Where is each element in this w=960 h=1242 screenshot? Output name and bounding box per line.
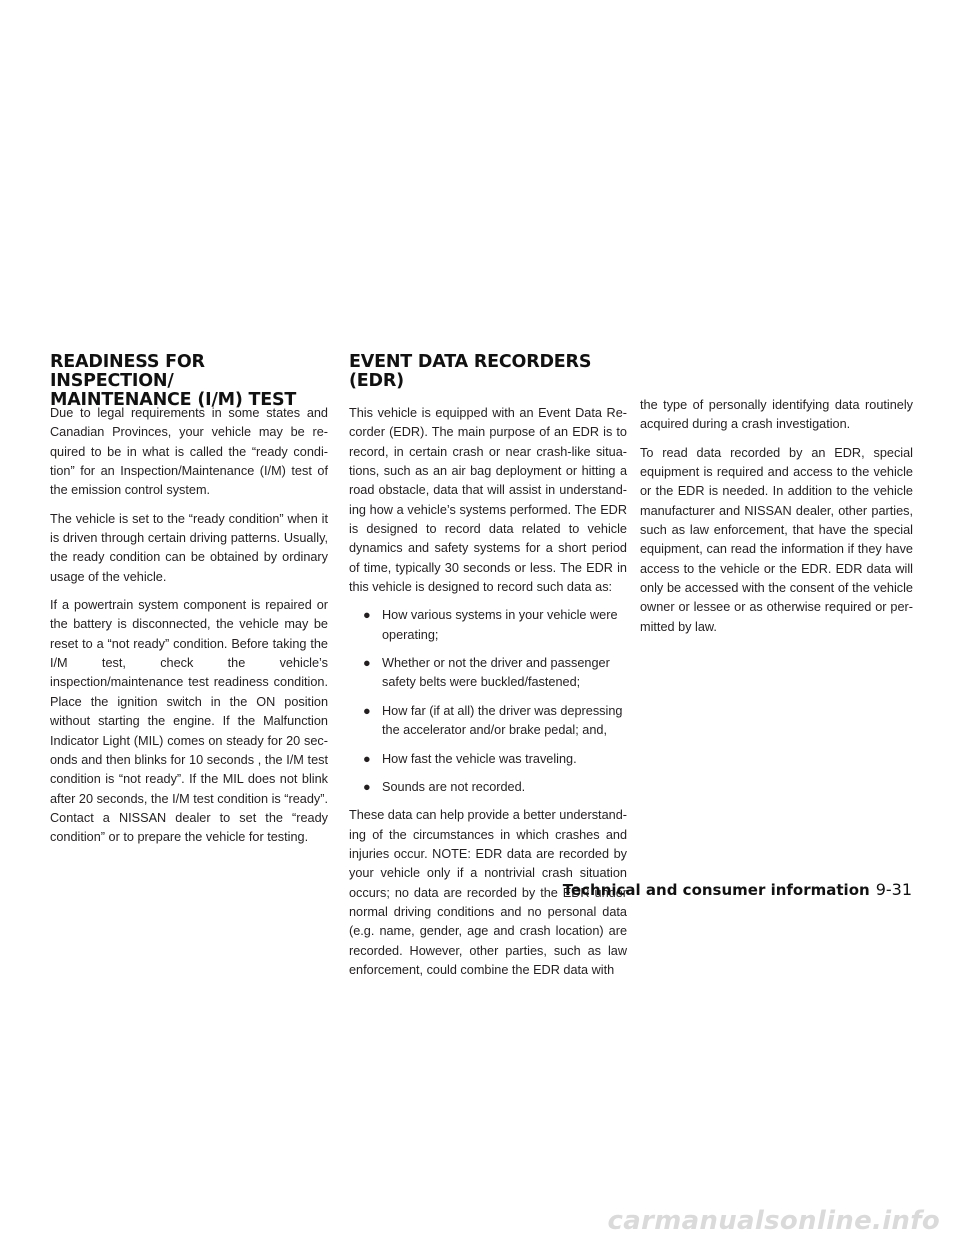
- column-edr-main: [349, 404, 627, 989]
- edr-intro-paragraph: This vehicle is equipped with an Event Data Recorder (EDR). The main purpose of an EDR is to record, in certain crash or near crash-like situations, such as an air bag deployment or hitting a road obstacle, data that will assist in understanding how a vehicle’s systems performed. The EDR is designed to record data related to vehicle dynamics and safety systems for a short period of time, typically 30 seconds or less. The EDR in this vehicle is designed to record such data as:: [349, 406, 627, 595]
- list-item-text: How far (if at all) the driver was depressing the accelerator and/or brake pedal; and,: [382, 703, 623, 738]
- list-item: [349, 750, 627, 769]
- column-im-test: [50, 404, 328, 857]
- list-item-text: Whether or not the driver and passenger safety belts were buckled/fastened;: [382, 656, 610, 690]
- list-item-text: Sounds are not recorded.: [382, 779, 526, 794]
- watermark-logo: carmanualsonline.info: [607, 1206, 940, 1236]
- list-item: [349, 654, 627, 693]
- edr-continued-paragraph: the type of personally identifying data routinely acquired during a crash investigation.: [640, 398, 913, 432]
- edr-data-list: [349, 606, 627, 797]
- list-item-text: How fast the vehicle was traveling.: [382, 751, 577, 766]
- bullet-icon: ●: [363, 656, 371, 671]
- im-paragraph-3: If a powertrain system component is repaired or the battery is disconnected, the vehicle may be reset to a “not ready” condition. Before taking the I/M test, check the vehicle’s inspection/maintenance test readiness condition. Place the ignition switch in the ON position without starting the engine. If the Malfunction Indicator Light (MIL) comes on steady for 20 seconds and then blinks for 10 seconds , the I/M test condition is “not ready”. If the MIL does not blink after 20 seconds, the I/M test condition is “ready”. Contact a NISSAN dealer to set the “ready condition” or to prepare the vehicle for testing.: [50, 598, 328, 845]
- bullet-icon: ●: [363, 703, 371, 718]
- list-item: [349, 702, 627, 741]
- section-heading-im-test: [50, 353, 330, 410]
- im-paragraph-1: Due to legal requirements in some states and Canadian Provinces, your vehicle may be required to be in what is called the “ready condition” for an Inspection/Maintenance (I/M) test of the emission control system.: [50, 406, 328, 498]
- page-number: 9-31: [875, 880, 912, 899]
- footer-section-title: Technical and consumer information: [562, 881, 870, 899]
- section-heading-edr: EVENT DATA RECORDERS (EDR): [349, 352, 592, 391]
- list-item-text: How various systems in your vehicle were operating;: [382, 608, 618, 642]
- page-footer: [563, 880, 912, 899]
- edr-reading-paragraph: To read data recorded by an EDR, special equipment is required and access to the vehicle or the EDR is needed. In addition to the vehicle manufacturer and NISSAN dealer, other parties, such as law enforcement, that have the special equipment, can read the information if they have access to the vehicle or the EDR. EDR data will only be accessed with the consent of the vehicle owner or lessee or as otherwise required or permitted by law.: [640, 445, 913, 634]
- list-item: [349, 778, 627, 797]
- heading-line-1: READINESS FOR INSPECTION/: [50, 352, 205, 391]
- bullet-icon: ●: [363, 779, 371, 794]
- bullet-icon: ●: [363, 751, 371, 766]
- heading-line-2: MAINTENANCE (I/M) TEST: [50, 390, 297, 410]
- edr-after-list-paragraph: These data can help provide a better understanding of the circumstances in which crashes and injuries occur. NOTE: EDR data are recorded by your vehicle only if a nontrivial crash situation occurs; no data are recorded by the EDR under normal driving conditions and no personal data (e.g. name, gender, age and crash location) are recorded. However, other parties, such as law enforcement, could combine the EDR data with: [349, 808, 627, 977]
- list-item: [349, 606, 627, 645]
- im-paragraph-2: The vehicle is set to the “ready condition” when it is driven through certain driving patterns. Usually, the ready condition can be obtained by ordinary usage of the vehicle.: [50, 511, 328, 584]
- bullet-icon: ●: [363, 608, 371, 623]
- column-edr-continued: [640, 396, 913, 646]
